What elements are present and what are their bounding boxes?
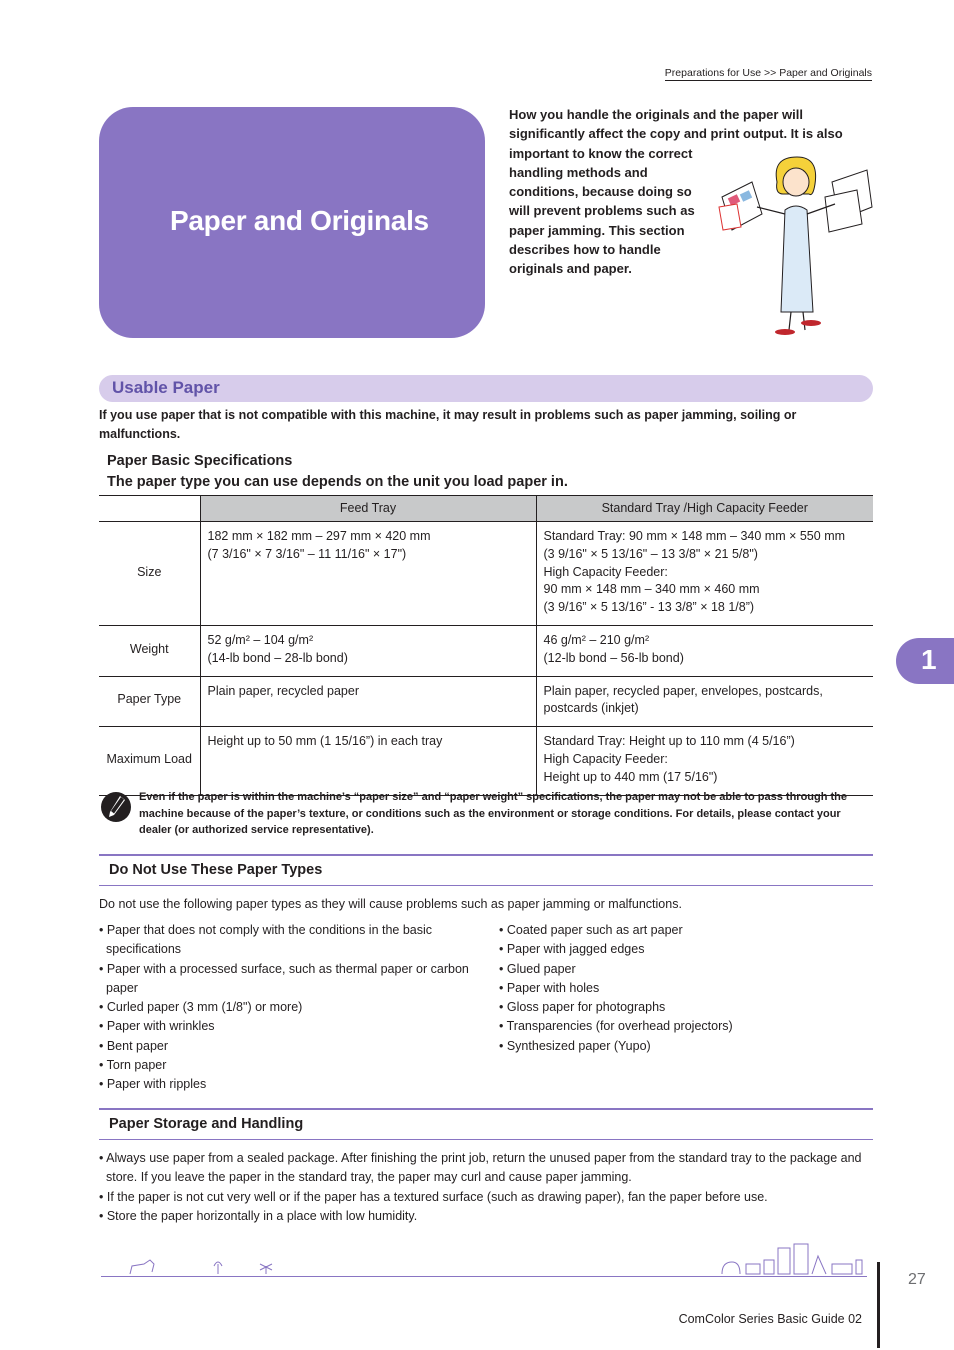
list-item: • Store the paper horizontally in a place with low humidity. xyxy=(99,1208,418,1223)
intro-line: important to know the correct xyxy=(509,145,693,161)
intro-line: How you handle the originals and the paper will xyxy=(509,107,803,122)
list-item: • Paper with ripples xyxy=(99,1077,207,1092)
intro-line: significantly affect the copy and print output. It is also xyxy=(509,126,843,142)
list-item: • Always use paper from a sealed package. After finishing the print job, return the unused paper from the standard tray to the package and store. If you leave the paper in the standard tray, the paper may curl and cause paper jamming. xyxy=(99,1151,862,1185)
cell-line: Height up to 440 mm (17 5/16") xyxy=(543,769,718,784)
cell-line: Standard Tray: 90 mm × 148 mm – 340 mm × 550 mm xyxy=(543,529,846,543)
cell-line: (14-lb bond – 28-lb bond) xyxy=(207,650,348,665)
storage-list xyxy=(99,1149,873,1226)
list-item: • Paper with holes xyxy=(499,980,600,995)
table-header-row xyxy=(99,496,873,522)
caution-note: Even if the paper is within the machine’s “paper size” and “paper weight” specifications, the paper may not be able to pass through the machine because of the paper’s texture, or conditions such as the environment or storage conditions. For details, please contact your dealer (or authorized service representative). xyxy=(139,791,848,836)
table-cell xyxy=(536,625,873,676)
list-item: • Paper with wrinkles xyxy=(99,1019,215,1034)
intro-line: paper jamming. This section xyxy=(509,222,685,238)
table-row xyxy=(99,727,873,795)
row-label: Maximum Load xyxy=(99,727,200,795)
table-row xyxy=(99,522,873,626)
cell-line: Height up to 50 mm (1 15/16”) in each tray xyxy=(207,734,443,749)
cell-line: 90 mm × 148 mm – 340 mm × 460 mm xyxy=(543,582,760,597)
woman-holding-papers-illustration xyxy=(717,152,877,342)
intro-line: describes how to handle xyxy=(509,242,661,258)
list-item: • Bent paper xyxy=(99,1038,169,1053)
table-cell xyxy=(200,625,536,676)
table-cell xyxy=(536,727,873,795)
footer-town-illustration xyxy=(100,1240,870,1280)
spec-heading xyxy=(107,451,568,493)
list-item: • Transparencies (for overhead projectors) xyxy=(499,1019,733,1034)
cell-line: (12-lb bond – 56-lb bond) xyxy=(543,650,684,665)
caution-pencil-icon xyxy=(100,791,132,823)
chapter-number: 1 xyxy=(921,644,937,675)
usable-paper-section-bar xyxy=(99,375,873,402)
page-bar xyxy=(877,1262,880,1348)
prohibited-paper-list-right xyxy=(499,921,869,1056)
table-header: Standard Tray /High Capacity Feeder xyxy=(536,496,873,522)
subsection-heading: Paper Storage and Handling xyxy=(109,1116,304,1132)
list-item: • Paper with jagged edges xyxy=(499,942,645,957)
row-label: Paper Type xyxy=(99,676,200,727)
table-cell xyxy=(200,676,536,727)
list-item: • Gloss paper for photographs xyxy=(499,1000,666,1015)
list-item: • Curled paper (3 mm (1/8") or more) xyxy=(99,1000,303,1015)
row-label: Weight xyxy=(99,625,200,676)
paper-spec-table xyxy=(99,495,873,796)
breadcrumb: Preparations for Use >> Paper and Originals xyxy=(664,67,872,79)
chapter-tab[interactable] xyxy=(896,638,954,684)
row-label: Size xyxy=(99,522,200,626)
spec-subtitle: The paper type you can use depends on the unit you load paper in. xyxy=(107,474,568,490)
do-not-use-heading-bar xyxy=(99,854,873,886)
intro-line: originals and paper. xyxy=(509,261,632,277)
list-item: • Coated paper such as art paper xyxy=(499,923,683,937)
chapter-title-box xyxy=(99,107,485,338)
cell-line: (7 3/16" × 7 3/16" – 11 11/16" × 17") xyxy=(207,546,407,561)
subsection-heading: Do Not Use These Paper Types xyxy=(109,862,323,878)
table-row xyxy=(99,676,873,727)
intro-line: conditions, because doing so xyxy=(509,184,692,200)
table-cell xyxy=(536,522,873,626)
guide-name: ComColor Series Basic Guide 02 xyxy=(678,1312,862,1326)
list-item: • Paper with a processed surface, such as thermal paper or carbon paper xyxy=(99,961,469,995)
footer-rule xyxy=(101,1276,867,1277)
cell-line: (3 9/16" × 5 13/16" – 13 3/8" × 21 5/8") xyxy=(543,546,758,561)
spec-title: Paper Basic Specifications xyxy=(107,453,293,469)
table-cell xyxy=(200,522,536,626)
table-cell xyxy=(536,676,873,727)
storage-heading-bar xyxy=(99,1108,873,1140)
list-item: • Synthesized paper (Yupo) xyxy=(499,1038,651,1053)
do-not-use-intro: Do not use the following paper types as they will cause problems such as paper jamming or malfunctions. xyxy=(99,897,682,911)
table-row xyxy=(99,625,873,676)
page-title: Paper and Originals xyxy=(170,205,429,236)
cell-line: 52 g/m² – 104 g/m² xyxy=(207,632,314,647)
list-item: • Paper that does not comply with the conditions in the basic specifications xyxy=(99,923,433,957)
compatibility-warning: If you use paper that is not compatible with this machine, it may result in problems such as paper jamming, soiling or malfunctions. xyxy=(99,408,797,441)
table-cell xyxy=(200,727,536,795)
cell-line: 182 mm × 182 mm – 297 mm × 420 mm xyxy=(207,529,431,543)
page-number: 27 xyxy=(908,1271,926,1288)
cell-line: Plain paper, recycled paper xyxy=(207,683,359,698)
cell-line: (3 9/16” × 5 13/16” - 13 3/8” × 18 1/8”) xyxy=(543,600,755,615)
cell-line: 46 g/m² – 210 g/m² xyxy=(543,632,650,647)
prohibited-paper-list-left xyxy=(99,921,471,1095)
intro-line: handling methods and xyxy=(509,164,648,180)
cell-line: High Capacity Feeder: xyxy=(543,751,668,766)
cell-line: postcards (inkjet) xyxy=(543,701,639,716)
table-header-empty xyxy=(99,496,200,522)
list-item: • Glued paper xyxy=(499,961,576,976)
cell-line: Plain paper, recycled paper, envelopes, postcards, xyxy=(543,683,823,698)
cell-line: High Capacity Feeder: xyxy=(543,564,668,579)
section-heading: Usable Paper xyxy=(112,378,220,397)
cell-line: Standard Tray: Height up to 110 mm (4 5/16”) xyxy=(543,734,795,749)
list-item: • Torn paper xyxy=(99,1058,167,1073)
list-item: • If the paper is not cut very well or if the paper has a textured surface (such as drawing paper), fan the paper before use. xyxy=(99,1189,768,1204)
intro-line: will prevent problems such as xyxy=(509,203,695,219)
table-header: Feed Tray xyxy=(200,496,536,522)
